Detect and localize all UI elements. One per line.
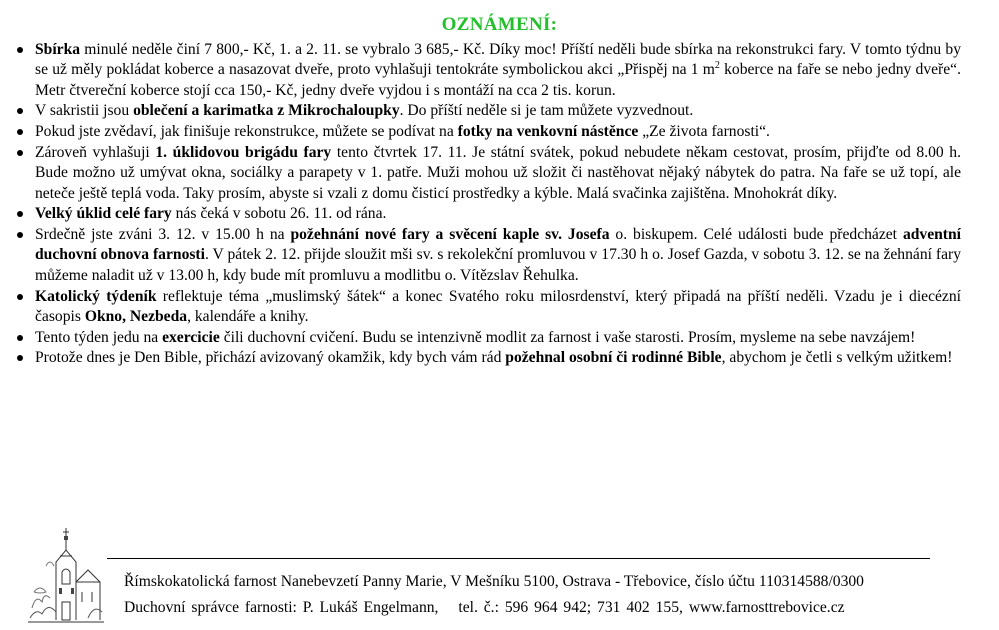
page-title: OZNÁMENÍ: bbox=[441, 14, 558, 35]
bullet-icon bbox=[17, 211, 23, 217]
bullet-icon bbox=[17, 108, 23, 114]
announcement-item bbox=[16, 287, 961, 328]
announcement-text: . V pátek 2. 12. přijde sloužit mši sv. s rekolekční promluvou v 17.30 h o. Josef Gazda, v sobotu 3. 12. se na žehnání fary můžeme naladit už v 13.00 h, kdy bude mít promluvu a modlitbu o. Vítězslav Řehulka. bbox=[35, 246, 962, 284]
announcement-text: nás čeká v sobotu 26. 11. od rána. bbox=[171, 205, 387, 223]
bullet-icon bbox=[17, 47, 23, 53]
highlighted-text: Katolický týdeník bbox=[35, 287, 157, 305]
announcement-item bbox=[16, 143, 961, 204]
announcement-text: o. biskupem. Celé události bude předcházet bbox=[609, 226, 903, 244]
announcement-text: minulé neděle činí 7 800,- Kč, 1. a 2. 11. se vybralo 3 685,- Kč. Díky moc! Příští neděli bude sbírka na rekonstrukci fary. V tomto týdnu by se už měly pokládat koberce a nasazovat dveře, proto vyhlašuji tentokráte symbolickou akci „Přispěj na 1 m bbox=[35, 41, 961, 79]
announcement-item bbox=[16, 204, 961, 224]
church-drawing-icon bbox=[26, 522, 106, 626]
announcement-text: koberce na faře se nebo jedny dveře“. Metr čtvereční koberce stojí cca 150,- Kč, jedny dveře vyjdou i s montáží na cca 2 tis. korun. bbox=[35, 61, 961, 99]
bullet-icon bbox=[17, 294, 23, 300]
highlighted-text: požehnal osobní či rodinné Bible bbox=[505, 349, 722, 367]
highlighted-text: fotky na venkovní nástěnce bbox=[457, 123, 639, 141]
phone-2: 731 402 155, bbox=[597, 599, 683, 616]
announcement-text: Srdečně jste zváni 3. 12. v 15.00 h na bbox=[35, 226, 291, 244]
announcement-item bbox=[16, 225, 961, 286]
announcement-item bbox=[16, 101, 961, 121]
highlighted-text: oblečení a karimatka z Mikrochaloupky bbox=[133, 102, 400, 120]
announcement-list bbox=[16, 40, 961, 369]
announcement-text: Pokud jste zvědaví, jak finišuje rekonstrukce, můžete se podívat na bbox=[35, 123, 458, 141]
highlighted-text: Okno, Nezbeda bbox=[84, 307, 188, 325]
announcement-text: „Ze života farnosti“. bbox=[638, 123, 770, 141]
parish-contact bbox=[124, 599, 845, 617]
highlighted-text: 1. úklidovou brigádu fary bbox=[155, 143, 332, 161]
announcement-text: , kalendáře a knihy. bbox=[187, 307, 309, 325]
announcement-item bbox=[16, 40, 961, 101]
bullet-icon bbox=[17, 150, 23, 156]
website-link[interactable]: www.farnosttrebovice.cz bbox=[688, 599, 845, 616]
superscript: 2 bbox=[714, 60, 720, 72]
announcement-text: reflektuje téma „muslimský šátek“ a konec Svatého roku milosrdenství, který připadá na příští neděli. Vzadu je i diecézní časopis bbox=[35, 287, 961, 325]
announcement-text: , abychom je četli s velkým užitkem! bbox=[721, 349, 953, 367]
announcement-text: tento čtvrtek 17. 11. Je státní svátek, pokud nebudete někam cestovat, prosím, přijďte od 8.00 h. Bude možno už umývat okna, sociálky a parapety v 1. patře. Muži mohou už složit či nastěhovat nějaký nábytek do patra. Na faře se už topí, ale neteče ještě teplá voda. Taky prosím, abyste si vzali z domu čisticí prostředky a kýble. Malá svačinka zajištěna. Mnohokrát díky. bbox=[35, 143, 961, 202]
highlighted-text: požehnání nové fary a svěcení kaple sv. Josefa bbox=[290, 226, 610, 244]
announcement-item bbox=[16, 122, 961, 142]
bullet-icon bbox=[17, 335, 23, 341]
parish-address: Římskokatolická farnost Nanebevzetí Panny Marie, V Mešníku 5100, Ostrava - Třebovice, číslo účtu 110314588/0300 bbox=[124, 573, 864, 590]
highlighted-text: Velký úklid celé fary bbox=[35, 205, 172, 223]
bullet-icon bbox=[17, 355, 23, 361]
administrator-label: Duchovní správce farnosti: bbox=[124, 599, 297, 616]
announcement-text: čili duchovní cvičení. Budu se intenzivně modlit za farnost i vaše starosti. Prosím, mysleme na sebe navzájem! bbox=[219, 328, 916, 346]
administrator-name: P. Lukáš Engelmann, bbox=[302, 599, 439, 616]
bullet-icon bbox=[17, 232, 23, 238]
bullet-icon bbox=[17, 129, 23, 135]
phone-1: 596 964 942; bbox=[504, 599, 592, 616]
phone-label: tel. č.: bbox=[458, 599, 499, 616]
announcement-item bbox=[16, 348, 961, 368]
announcement-text: Zároveň vyhlašuji bbox=[35, 143, 156, 161]
highlighted-text: adventní duchovní obnova farnosti bbox=[35, 226, 961, 264]
footer-divider bbox=[107, 558, 930, 559]
announcement-text: . Do příští neděle si je tam můžete vyzvednout. bbox=[399, 102, 694, 120]
announcement-text: V sakristii jsou bbox=[35, 102, 134, 120]
highlighted-text: exercicie bbox=[162, 328, 220, 346]
highlighted-text: Sbírka bbox=[35, 41, 81, 58]
announcement-text: Protože dnes je Den Bible, přichází avizovaný okamžik, kdy bych vám rád bbox=[35, 349, 506, 367]
announcement-item bbox=[16, 328, 961, 348]
announcement-text: Tento týden jedu na bbox=[35, 328, 163, 346]
